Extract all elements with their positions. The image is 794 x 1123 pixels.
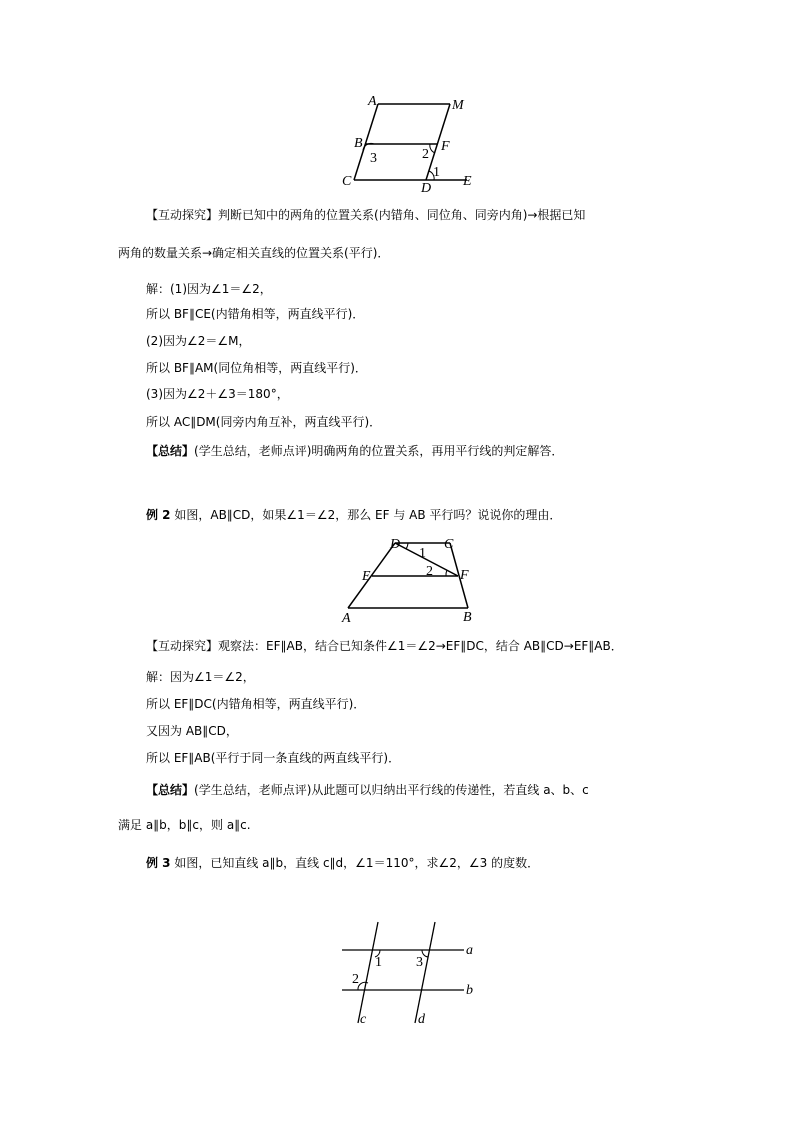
line-c [358, 922, 378, 1023]
ex2-question [146, 507, 561, 523]
ex2-summary-line2: 满足 a∥b，b∥c，则 a∥c. [118, 818, 251, 832]
ex1-explore-text1: 判断已知中的两角的位置关系(内错角、同位角、同旁内角)→根据已知 [218, 208, 586, 222]
label-angle-1: 1 [433, 165, 440, 180]
ex3-text: 如图，已知直线 a∥b，直线 c∥d，∠1＝110°，求∠2，∠3 的度数． [174, 856, 540, 870]
label-a: a [466, 943, 473, 958]
ex1-explore-line1 [146, 207, 585, 223]
ex2-explore-tag: 【互动探究】 [146, 639, 219, 653]
ex2-summary-tag: 【总结】 [146, 783, 195, 797]
figure-parallel-lines-3 [340, 920, 490, 1030]
angle-arc-2 [358, 982, 368, 990]
ex3-question [146, 855, 539, 871]
ex2-text: 如图，AB∥CD，如果∠1＝∠2，那么 EF 与 AB 平行吗？说说你的理由． [174, 508, 562, 522]
angle-arc-1 [406, 543, 408, 549]
ex2-explore [146, 638, 623, 654]
label-D: D [421, 181, 432, 196]
label-A: A [342, 611, 351, 626]
label-angle-2: 2 [422, 147, 429, 162]
ex1-sol-line: 所以 AC∥DM(同旁内角互补，两直线平行)． [146, 415, 382, 429]
label-angle-2: 2 [426, 564, 433, 579]
label-D: D [390, 537, 401, 552]
line-d [415, 922, 435, 1023]
label-angle-2: 2 [352, 972, 359, 987]
ex1-sol-line: 解：(1)因为∠1＝∠2， [146, 282, 272, 296]
ex1-sol-line: (2)因为∠2＝∠M， [146, 334, 251, 348]
label-c: c [360, 1012, 367, 1027]
label-E: E [362, 569, 371, 584]
ex2-tag: 例 2 [146, 508, 171, 522]
label-angle-3: 3 [416, 955, 423, 970]
angle-arc-2 [446, 570, 447, 576]
label-E: E [463, 174, 472, 189]
ex1-summary [146, 443, 563, 459]
ex2-sol-line: 又因为 AB∥CD， [146, 724, 238, 738]
label-C: C [342, 174, 352, 189]
ex2-sol-line: 所以 EF∥AB(平行于同一条直线的两直线平行)． [146, 751, 401, 765]
label-angle-1: 1 [419, 546, 426, 561]
label-C: C [444, 537, 454, 552]
label-angle-3: 3 [370, 151, 377, 166]
ex2-sol-line: 所以 EF∥DC(内错角相等，两直线平行)． [146, 697, 366, 711]
ex1-explore-line2: 两角的数量关系→确定相关直线的位置关系(平行)． [118, 246, 390, 260]
label-A: A [368, 94, 377, 109]
ex1-sol-line: 所以 BF∥CE(内错角相等，两直线平行)． [146, 307, 365, 321]
ex1-summary-text: (学生总结，老师点评)明确两角的位置关系，再用平行线的判定解答． [194, 444, 564, 458]
ex2-explore-text: 观察法：EF∥AB，结合已知条件∠1＝∠2→EF∥DC，结合 AB∥CD→EF∥AB． [218, 639, 623, 653]
label-d: d [418, 1012, 425, 1027]
label-B: B [354, 136, 363, 151]
ex1-explore-tag: 【互动探究】 [146, 208, 219, 222]
figure-parallelogram-1 [330, 92, 490, 197]
label-b: b [466, 983, 473, 998]
label-F: F [441, 139, 450, 154]
label-F: F [460, 568, 469, 583]
label-angle-1: 1 [375, 955, 382, 970]
figure-trapezoid-2 [340, 535, 480, 625]
label-M: M [452, 98, 464, 113]
ex2-summary-text1: (学生总结，老师点评)从此题可以归纳出平行线的传递性，若直线 a、b、c [194, 783, 589, 797]
ex1-sol-line: (3)因为∠2＋∠3＝180°， [146, 387, 289, 401]
ex2-sol-line: 解：因为∠1＝∠2， [146, 670, 255, 684]
ex1-summary-tag: 【总结】 [146, 444, 195, 458]
label-B: B [463, 610, 472, 625]
ex1-sol-line: 所以 BF∥AM(同位角相等，两直线平行)． [146, 361, 367, 375]
ex2-summary-line1 [146, 782, 589, 798]
ex3-tag: 例 3 [146, 856, 171, 870]
